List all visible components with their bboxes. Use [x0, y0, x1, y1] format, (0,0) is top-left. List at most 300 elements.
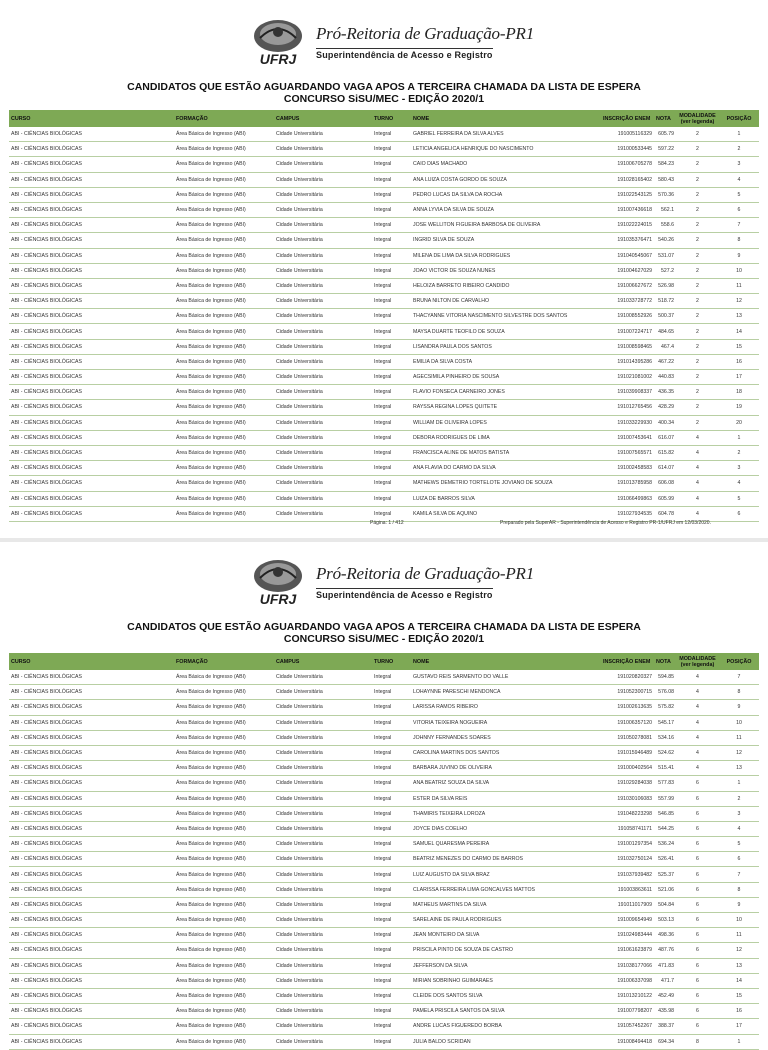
- table-row: [9, 943, 759, 958]
- document-heading: [0, 621, 768, 645]
- table-row: [9, 233, 759, 248]
- cell-curso: ABI - CIÊNCIAS BIOLÓGICAS: [9, 745, 174, 760]
- cell-turno: Integral: [372, 142, 411, 157]
- cell-modalidade: 2: [676, 415, 719, 430]
- cell-modalidade: 4: [676, 745, 719, 760]
- cell-formacao: Área Básica de Ingresso (ABI): [174, 430, 274, 445]
- cell-curso: ABI - CIÊNCIAS BIOLÓGICAS: [9, 958, 174, 973]
- cell-curso: ABI - CIÊNCIAS BIOLÓGICAS: [9, 730, 174, 745]
- cell-turno: Integral: [372, 157, 411, 172]
- cell-formacao: Área Básica de Ingresso (ABI): [174, 670, 274, 685]
- cell-nota: 606.08: [654, 476, 676, 491]
- cell-inscricao: 191037939482: [601, 867, 654, 882]
- cell-campus: Cidade Universitária: [274, 882, 372, 897]
- cell-curso: ABI - CIÊNCIAS BIOLÓGICAS: [9, 913, 174, 928]
- col-modalidade: [676, 653, 719, 670]
- cell-nota: 616.07: [654, 430, 676, 445]
- cell-campus: Cidade Universitária: [274, 218, 372, 233]
- cell-nome: SAMUEL QUARESMA PEREIRA: [411, 837, 601, 852]
- cell-modalidade: 2: [676, 172, 719, 187]
- cell-modalidade: 2: [676, 324, 719, 339]
- footer-prepared: Preparado pela SuperAR - Superintendência de Acesso e Registro PR-1/UFRJ em 12/03/2020.: [500, 520, 711, 526]
- cell-campus: Cidade Universitária: [274, 476, 372, 491]
- table-row: [9, 837, 759, 852]
- cell-turno: Integral: [372, 821, 411, 836]
- candidates-table-page-1: [9, 110, 759, 522]
- cell-campus: Cidade Universitária: [274, 745, 372, 760]
- cell-formacao: Área Básica de Ingresso (ABI): [174, 928, 274, 943]
- cell-posicao: 10: [719, 263, 759, 278]
- cell-posicao: 10: [719, 715, 759, 730]
- cell-formacao: Área Básica de Ingresso (ABI): [174, 127, 274, 142]
- cell-curso: ABI - CIÊNCIAS BIOLÓGICAS: [9, 491, 174, 506]
- table-row: [9, 867, 759, 882]
- cell-modalidade: 4: [676, 476, 719, 491]
- cell-campus: Cidade Universitária: [274, 324, 372, 339]
- cell-campus: Cidade Universitária: [274, 928, 372, 943]
- cell-turno: Integral: [372, 776, 411, 791]
- cell-turno: Integral: [372, 913, 411, 928]
- cell-posicao: 16: [719, 1004, 759, 1019]
- cell-inscricao: 191052300715: [601, 685, 654, 700]
- cell-curso: ABI - CIÊNCIAS BIOLÓGICAS: [9, 324, 174, 339]
- cell-turno: Integral: [372, 385, 411, 400]
- table-row: [9, 157, 759, 172]
- cell-posicao: 2: [719, 791, 759, 806]
- cell-curso: ABI - CIÊNCIAS BIOLÓGICAS: [9, 476, 174, 491]
- cell-curso: ABI - CIÊNCIAS BIOLÓGICAS: [9, 506, 174, 521]
- table-row: [9, 415, 759, 430]
- cell-posicao: 2: [719, 445, 759, 460]
- cell-curso: ABI - CIÊNCIAS BIOLÓGICAS: [9, 218, 174, 233]
- cell-inscricao: 191007436618: [601, 202, 654, 217]
- cell-turno: Integral: [372, 202, 411, 217]
- cell-modalidade: 4: [676, 715, 719, 730]
- cell-inscricao: 191029284038: [601, 776, 654, 791]
- cell-posicao: 17: [719, 1019, 759, 1034]
- cell-campus: Cidade Universitária: [274, 430, 372, 445]
- cell-nota: 388.37: [654, 1019, 676, 1034]
- cell-inscricao: 191004627029: [601, 263, 654, 278]
- table-row: [9, 309, 759, 324]
- cell-turno: Integral: [372, 294, 411, 309]
- table-row: [9, 791, 759, 806]
- cell-turno: Integral: [372, 958, 411, 973]
- cell-formacao: Área Básica de Ingresso (ABI): [174, 263, 274, 278]
- cell-turno: Integral: [372, 806, 411, 821]
- cell-modalidade: 6: [676, 958, 719, 973]
- cell-posicao: 7: [719, 867, 759, 882]
- cell-curso: ABI - CIÊNCIAS BIOLÓGICAS: [9, 897, 174, 912]
- cell-nome: SARELAINE DE PAULA RODRIGUES: [411, 913, 601, 928]
- cell-turno: Integral: [372, 837, 411, 852]
- cell-nota: 518.72: [654, 294, 676, 309]
- cell-modalidade: 8: [676, 1034, 719, 1049]
- ufrj-logo-icon: [246, 18, 310, 68]
- cell-formacao: Área Básica de Ingresso (ABI): [174, 913, 274, 928]
- cell-modalidade: 4: [676, 761, 719, 776]
- cell-nota: 557.99: [654, 791, 676, 806]
- table-row: [9, 913, 759, 928]
- cell-nota: 400.34: [654, 415, 676, 430]
- table-header-row: [9, 110, 759, 127]
- cell-nota: 615.82: [654, 445, 676, 460]
- table-row: [9, 973, 759, 988]
- cell-posicao: 11: [719, 730, 759, 745]
- col-modalidade-l2: (ver legenda): [680, 661, 715, 668]
- cell-nota: 467.22: [654, 354, 676, 369]
- cell-campus: Cidade Universitária: [274, 897, 372, 912]
- cell-turno: Integral: [372, 461, 411, 476]
- cell-campus: Cidade Universitária: [274, 142, 372, 157]
- cell-inscricao: 191011017909: [601, 897, 654, 912]
- cell-posicao: 7: [719, 218, 759, 233]
- cell-curso: ABI - CIÊNCIAS BIOLÓGICAS: [9, 278, 174, 293]
- cell-modalidade: 6: [676, 943, 719, 958]
- cell-inscricao: 191000402564: [601, 761, 654, 776]
- cell-curso: ABI - CIÊNCIAS BIOLÓGICAS: [9, 791, 174, 806]
- cell-turno: Integral: [372, 988, 411, 1003]
- cell-inscricao: 191012765456: [601, 400, 654, 415]
- cell-formacao: Área Básica de Ingresso (ABI): [174, 476, 274, 491]
- cell-modalidade: 2: [676, 263, 719, 278]
- cell-turno: Integral: [372, 867, 411, 882]
- cell-inscricao: 191013785958: [601, 476, 654, 491]
- cell-nome: ANA FLAVIA DO CARMO DA SILVA: [411, 461, 601, 476]
- cell-turno: Integral: [372, 354, 411, 369]
- col-campus: CAMPUS: [274, 110, 372, 127]
- table-row: [9, 897, 759, 912]
- cell-curso: ABI - CIÊNCIAS BIOLÓGICAS: [9, 415, 174, 430]
- cell-inscricao: 191038177066: [601, 958, 654, 973]
- col-curso: CURSO: [9, 653, 174, 670]
- cell-formacao: Área Básica de Ingresso (ABI): [174, 973, 274, 988]
- cell-formacao: Área Básica de Ingresso (ABI): [174, 415, 274, 430]
- cell-formacao: Área Básica de Ingresso (ABI): [174, 1019, 274, 1034]
- col-modalidade-l1: MODALIDADE: [679, 112, 716, 119]
- cell-posicao: 19: [719, 400, 759, 415]
- cell-inscricao: 191001297354: [601, 837, 654, 852]
- cell-campus: Cidade Universitária: [274, 339, 372, 354]
- cell-formacao: Área Básica de Ingresso (ABI): [174, 730, 274, 745]
- table-row: [9, 928, 759, 943]
- cell-nota: 524.62: [654, 745, 676, 760]
- cell-nome: PRISCILA PINTO DE SOUZA DE CASTRO: [411, 943, 601, 958]
- cell-modalidade: 2: [676, 354, 719, 369]
- cell-nome: RAYSSA REGINA LOPES QUITETE: [411, 400, 601, 415]
- col-inscricao: INSCRIÇÃO ENEM: [601, 653, 654, 670]
- cell-nome: LETICIA ANGELICA HENRIQUE DO NASCIMENTO: [411, 142, 601, 157]
- cell-turno: Integral: [372, 309, 411, 324]
- table-row: [9, 430, 759, 445]
- cell-turno: Integral: [372, 685, 411, 700]
- cell-inscricao: 191021081002: [601, 370, 654, 385]
- cell-nota: 605.99: [654, 491, 676, 506]
- cell-nota: 471.83: [654, 958, 676, 973]
- col-nome: NOME: [411, 653, 601, 670]
- cell-modalidade: 2: [676, 294, 719, 309]
- cell-nome: JEFFERSON DA SILVA: [411, 958, 601, 973]
- cell-nome: BRUNA NILTON DE CARVALHO: [411, 294, 601, 309]
- cell-turno: Integral: [372, 943, 411, 958]
- col-formacao: FORMAÇÃO: [174, 653, 274, 670]
- cell-modalidade: 6: [676, 897, 719, 912]
- table-row: [9, 294, 759, 309]
- cell-posicao: 17: [719, 370, 759, 385]
- table-row: [9, 354, 759, 369]
- cell-nome: MILENA DE LIMA DA SILVA RODRIGUES: [411, 248, 601, 263]
- header-title: Pró-Reitoria de Graduação-PR1: [316, 564, 534, 583]
- document-page-2: [0, 540, 768, 1045]
- cell-modalidade: 6: [676, 791, 719, 806]
- cell-nota: 484.65: [654, 324, 676, 339]
- cell-campus: Cidade Universitária: [274, 187, 372, 202]
- cell-nome: LISANDRA PAULA DOS SANTOS: [411, 339, 601, 354]
- cell-inscricao: 191007565571: [601, 445, 654, 460]
- cell-inscricao: 191007453641: [601, 430, 654, 445]
- cell-modalidade: 6: [676, 973, 719, 988]
- cell-nota: 500.37: [654, 309, 676, 324]
- cell-formacao: Área Básica de Ingresso (ABI): [174, 354, 274, 369]
- table-row: [9, 142, 759, 157]
- cell-campus: Cidade Universitária: [274, 1004, 372, 1019]
- cell-campus: Cidade Universitária: [274, 263, 372, 278]
- cell-curso: ABI - CIÊNCIAS BIOLÓGICAS: [9, 943, 174, 958]
- cell-modalidade: 6: [676, 1019, 719, 1034]
- cell-formacao: Área Básica de Ingresso (ABI): [174, 852, 274, 867]
- cell-modalidade: 2: [676, 309, 719, 324]
- col-modalidade-l1: MODALIDADE: [679, 655, 716, 662]
- cell-nome: THAMIRIS TEIXEIRA LOROZA: [411, 806, 601, 821]
- cell-formacao: Área Básica de Ingresso (ABI): [174, 988, 274, 1003]
- cell-modalidade: 6: [676, 776, 719, 791]
- cell-formacao: Área Básica de Ingresso (ABI): [174, 400, 274, 415]
- cell-modalidade: 2: [676, 385, 719, 400]
- heading-line-1: CANDIDATOS QUE ESTÃO AGUARDANDO VAGA APOS A TERCEIRA CHAMADA DA LISTA DE ESPERA: [127, 81, 641, 93]
- cell-campus: Cidade Universitária: [274, 127, 372, 142]
- cell-curso: ABI - CIÊNCIAS BIOLÓGICAS: [9, 445, 174, 460]
- col-posicao: POSIÇÃO: [719, 110, 759, 127]
- cell-formacao: Área Básica de Ingresso (ABI): [174, 761, 274, 776]
- cell-nota: 604.78: [654, 506, 676, 521]
- cell-nome: JOAO VICTOR DE SOUZA NUNES: [411, 263, 601, 278]
- cell-curso: ABI - CIÊNCIAS BIOLÓGICAS: [9, 670, 174, 685]
- cell-inscricao: 191061623879: [601, 943, 654, 958]
- cell-curso: ABI - CIÊNCIAS BIOLÓGICAS: [9, 400, 174, 415]
- cell-posicao: 1: [719, 776, 759, 791]
- cell-inscricao: 191066499863: [601, 491, 654, 506]
- cell-posicao: 4: [719, 821, 759, 836]
- cell-nome: MIRIAN SOBRINHO GUIMARAES: [411, 973, 601, 988]
- cell-nome: JOSE WELLITON FIGUEIRA BARBOSA DE OLIVEIRA: [411, 218, 601, 233]
- cell-inscricao: 191057452267: [601, 1019, 654, 1034]
- cell-posicao: 6: [719, 202, 759, 217]
- cell-modalidade: 6: [676, 928, 719, 943]
- cell-curso: ABI - CIÊNCIAS BIOLÓGICAS: [9, 309, 174, 324]
- cell-formacao: Área Básica de Ingresso (ABI): [174, 745, 274, 760]
- cell-campus: Cidade Universitária: [274, 670, 372, 685]
- cell-campus: Cidade Universitária: [274, 202, 372, 217]
- cell-curso: ABI - CIÊNCIAS BIOLÓGICAS: [9, 157, 174, 172]
- cell-formacao: Área Básica de Ingresso (ABI): [174, 821, 274, 836]
- cell-nome: GABRIEL FERREIRA DA SILVA ALVES: [411, 127, 601, 142]
- cell-campus: Cidade Universitária: [274, 867, 372, 882]
- table-body-page-2: [9, 670, 759, 1049]
- cell-modalidade: 4: [676, 685, 719, 700]
- cell-curso: ABI - CIÊNCIAS BIOLÓGICAS: [9, 882, 174, 897]
- cell-curso: ABI - CIÊNCIAS BIOLÓGICAS: [9, 263, 174, 278]
- cell-posicao: 4: [719, 476, 759, 491]
- cell-posicao: 4: [719, 172, 759, 187]
- cell-modalidade: 4: [676, 700, 719, 715]
- cell-posicao: 1: [719, 1034, 759, 1049]
- cell-modalidade: 6: [676, 852, 719, 867]
- cell-turno: Integral: [372, 263, 411, 278]
- cell-nome: FLAVIO FONSECA CARNEIRO JONES: [411, 385, 601, 400]
- cell-nome: DEBORA RODRIGUES DE LIMA: [411, 430, 601, 445]
- cell-nome: ESTER DA SILVA REIS: [411, 791, 601, 806]
- cell-modalidade: 2: [676, 202, 719, 217]
- cell-curso: ABI - CIÊNCIAS BIOLÓGICAS: [9, 142, 174, 157]
- col-modalidade: [676, 110, 719, 127]
- table-row: [9, 476, 759, 491]
- cell-curso: ABI - CIÊNCIAS BIOLÓGICAS: [9, 700, 174, 715]
- cell-nome: KAMILA SILVA DE AQUINO: [411, 506, 601, 521]
- cell-inscricao: 191033728772: [601, 294, 654, 309]
- cell-inscricao: 191000533445: [601, 142, 654, 157]
- cell-nome: JOHNNY FERNANDES SOARES: [411, 730, 601, 745]
- cell-curso: ABI - CIÊNCIAS BIOLÓGICAS: [9, 172, 174, 187]
- cell-nota: 467.4: [654, 339, 676, 354]
- cell-inscricao: 191035376471: [601, 233, 654, 248]
- col-nota: NOTA: [654, 110, 676, 127]
- cell-inscricao: 191027934535: [601, 506, 654, 521]
- col-nome: NOME: [411, 110, 601, 127]
- cell-inscricao: 191007798207: [601, 1004, 654, 1019]
- cell-inscricao: 191013210122: [601, 988, 654, 1003]
- cell-nome: CLEIDE DOS SANTOS SILVA: [411, 988, 601, 1003]
- cell-posicao: 20: [719, 415, 759, 430]
- cell-curso: ABI - CIÊNCIAS BIOLÓGICAS: [9, 339, 174, 354]
- cell-inscricao: 191022543125: [601, 187, 654, 202]
- cell-posicao: 3: [719, 157, 759, 172]
- table-row: [9, 491, 759, 506]
- cell-posicao: 14: [719, 324, 759, 339]
- cell-inscricao: 191030106083: [601, 791, 654, 806]
- cell-formacao: Área Básica de Ingresso (ABI): [174, 172, 274, 187]
- cell-turno: Integral: [372, 715, 411, 730]
- cell-nota: 526.98: [654, 278, 676, 293]
- cell-nome: ANA LUIZA COSTA GORDO DE SOUZA: [411, 172, 601, 187]
- cell-inscricao: 191003863611: [601, 882, 654, 897]
- cell-posicao: 15: [719, 339, 759, 354]
- cell-curso: ABI - CIÊNCIAS BIOLÓGICAS: [9, 187, 174, 202]
- cell-nota: 614.07: [654, 461, 676, 476]
- cell-nome: GUSTAVO REIS SARMENTO DO VALLE: [411, 670, 601, 685]
- cell-nome: FRANCISCA ALINE DE MATOS BATISTA: [411, 445, 601, 460]
- cell-campus: Cidade Universitária: [274, 233, 372, 248]
- cell-inscricao: 191005116329: [601, 127, 654, 142]
- cell-inscricao: 191006357120: [601, 715, 654, 730]
- cell-formacao: Área Básica de Ingresso (ABI): [174, 867, 274, 882]
- cell-nota: 526.41: [654, 852, 676, 867]
- cell-inscricao: 191006705278: [601, 157, 654, 172]
- cell-campus: Cidade Universitária: [274, 445, 372, 460]
- cell-posicao: 8: [719, 685, 759, 700]
- cell-formacao: Área Básica de Ingresso (ABI): [174, 1034, 274, 1049]
- cell-campus: Cidade Universitária: [274, 1019, 372, 1034]
- cell-nome: LUIZ AUGUSTO DA SILVA BRAZ: [411, 867, 601, 882]
- cell-nota: 440.83: [654, 370, 676, 385]
- cell-nome: MAYSA DUARTE TEOFILO DE SOUZA: [411, 324, 601, 339]
- cell-nome: CLARISSA FERREIRA LIMA GONCALVES MATTOS: [411, 882, 601, 897]
- cell-formacao: Área Básica de Ingresso (ABI): [174, 837, 274, 852]
- cell-campus: Cidade Universitária: [274, 988, 372, 1003]
- table-row: [9, 1034, 759, 1049]
- cell-posicao: 7: [719, 670, 759, 685]
- cell-turno: Integral: [372, 187, 411, 202]
- cell-curso: ABI - CIÊNCIAS BIOLÓGICAS: [9, 1019, 174, 1034]
- cell-turno: Integral: [372, 415, 411, 430]
- cell-posicao: 12: [719, 943, 759, 958]
- cell-curso: ABI - CIÊNCIAS BIOLÓGICAS: [9, 715, 174, 730]
- cell-campus: Cidade Universitária: [274, 1034, 372, 1049]
- cell-campus: Cidade Universitária: [274, 761, 372, 776]
- cell-modalidade: 2: [676, 157, 719, 172]
- cell-turno: Integral: [372, 339, 411, 354]
- cell-campus: Cidade Universitária: [274, 700, 372, 715]
- cell-formacao: Área Básica de Ingresso (ABI): [174, 324, 274, 339]
- cell-campus: Cidade Universitária: [274, 943, 372, 958]
- cell-formacao: Área Básica de Ingresso (ABI): [174, 370, 274, 385]
- cell-modalidade: 6: [676, 882, 719, 897]
- cell-nome: ANNA LYVIA DA SILVA DE SOUZA: [411, 202, 601, 217]
- table-row: [9, 218, 759, 233]
- cell-inscricao: 191040545067: [601, 248, 654, 263]
- cell-turno: Integral: [372, 1019, 411, 1034]
- table-row: [9, 776, 759, 791]
- cell-formacao: Área Básica de Ingresso (ABI): [174, 715, 274, 730]
- cell-posicao: 5: [719, 491, 759, 506]
- cell-turno: Integral: [372, 278, 411, 293]
- candidates-table-page-2: [9, 653, 759, 1050]
- cell-nota: 436.35: [654, 385, 676, 400]
- cell-posicao: 11: [719, 928, 759, 943]
- cell-formacao: Área Básica de Ingresso (ABI): [174, 461, 274, 476]
- col-inscricao: INSCRIÇÃO ENEM: [601, 110, 654, 127]
- cell-modalidade: 2: [676, 142, 719, 157]
- cell-posicao: 3: [719, 461, 759, 476]
- cell-curso: ABI - CIÊNCIAS BIOLÓGICAS: [9, 385, 174, 400]
- cell-modalidade: 6: [676, 988, 719, 1003]
- cell-turno: Integral: [372, 248, 411, 263]
- cell-posicao: 14: [719, 973, 759, 988]
- table-row: [9, 324, 759, 339]
- table-body-page-1: [9, 127, 759, 521]
- cell-nome: JOYCE DIAS COELHO: [411, 821, 601, 836]
- cell-formacao: Área Básica de Ingresso (ABI): [174, 943, 274, 958]
- cell-inscricao: 191009654949: [601, 913, 654, 928]
- cell-campus: Cidade Universitária: [274, 400, 372, 415]
- col-formacao: FORMAÇÃO: [174, 110, 274, 127]
- cell-posicao: 8: [719, 882, 759, 897]
- cell-inscricao: 191048223298: [601, 806, 654, 821]
- heading-line-2: CONCURSO SiSU/MEC - EDIÇÃO 2020/1: [283, 633, 485, 645]
- table-row: [9, 278, 759, 293]
- cell-posicao: 11: [719, 278, 759, 293]
- cell-turno: Integral: [372, 1004, 411, 1019]
- cell-modalidade: 4: [676, 670, 719, 685]
